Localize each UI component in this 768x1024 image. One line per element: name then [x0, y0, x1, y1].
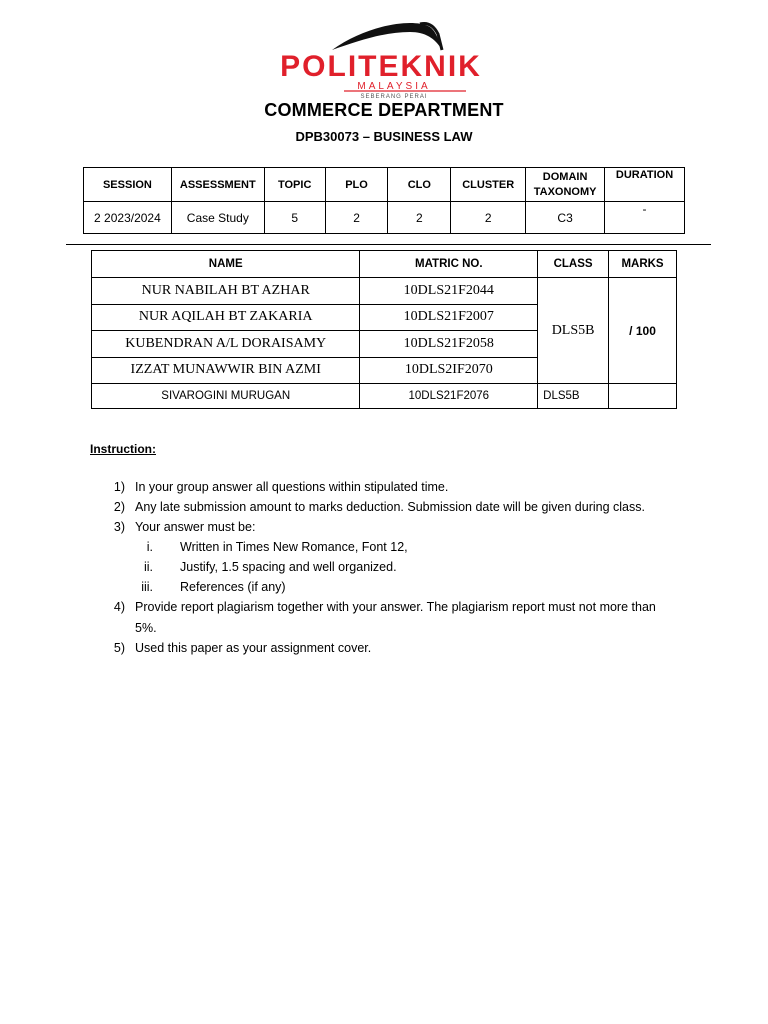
item-text: Justify, 1.5 spacing and well organized.: [180, 560, 397, 574]
item-text: Used this paper as your assignment cover.: [135, 641, 372, 655]
member-name: NUR AQILAH BT ZAKARIA: [92, 304, 360, 331]
instruction-heading: Instruction:: [90, 442, 156, 456]
item-number: iii.: [141, 580, 153, 594]
member-name: IZZAT MUNAWWIR BIN AZMI: [92, 357, 360, 384]
item-number: 3): [113, 520, 125, 534]
header-duration: DURATION: [605, 168, 685, 202]
item-text: Any late submission amount to marks deduction. Submission date will be given during class.: [135, 500, 645, 514]
horizontal-divider: [66, 244, 711, 245]
item-text: Your answer must be:: [135, 520, 256, 534]
header-session: SESSION: [84, 168, 172, 202]
cell-assessment: Case Study: [171, 202, 264, 234]
logo-wordmark: POLITEKNIK: [280, 50, 482, 83]
header-class: CLASS: [538, 251, 609, 278]
cell-domain-taxonomy: C3: [526, 202, 605, 234]
header-domain-taxonomy: DOMAIN TAXONOMY: [526, 168, 605, 202]
cell-plo: 2: [325, 202, 388, 234]
department-title: COMMERCE DEPARTMENT: [264, 100, 504, 120]
member-matric: 10DLS21F2044: [360, 278, 538, 305]
header-name: NAME: [92, 251, 360, 278]
cell-clo: 2: [388, 202, 451, 234]
item-text: Written in Times New Romance, Font 12,: [180, 540, 408, 554]
assessment-info-table: [83, 167, 685, 234]
member-matric: 10DLS21F2007: [360, 304, 538, 331]
logo-subtitle: MALAYSIA: [357, 81, 431, 92]
group-members-table: [91, 250, 677, 409]
item-number: i.: [146, 540, 153, 554]
header-marks: MARKS: [609, 251, 677, 278]
item-number: 1): [113, 480, 125, 494]
table-header-row: [84, 168, 685, 202]
item-number: 2): [113, 500, 125, 514]
item-number: 5): [113, 641, 125, 655]
group-marks: / 100: [609, 278, 677, 384]
header-cluster: CLUSTER: [451, 168, 526, 202]
header-matric: MATRIC NO.: [360, 251, 538, 278]
table-header-row: [92, 251, 677, 278]
member-name: KUBENDRAN A/L DORAISAMY: [92, 331, 360, 358]
item-number: ii.: [143, 560, 153, 574]
cell-duration: -: [605, 202, 685, 234]
header-topic: TOPIC: [264, 168, 325, 202]
header-plo: PLO: [325, 168, 388, 202]
member-matric: 10DLS21F2076: [360, 384, 538, 409]
cell-topic: 5: [264, 202, 325, 234]
course-title: DPB30073 – BUSINESS LAW: [295, 129, 473, 144]
cell-session: 2 2023/2024: [84, 202, 172, 234]
item-text: 5%.: [135, 621, 157, 635]
table-row: [92, 384, 677, 409]
item-number: 4): [113, 600, 125, 614]
logo-campus: SEBERANG PERAI: [360, 94, 428, 100]
table-row: [84, 202, 685, 234]
member-name: SIVAROGINI MURUGAN: [92, 384, 360, 409]
member-matric: 10DLS2IF2070: [360, 357, 538, 384]
cell-cluster: 2: [451, 202, 526, 234]
politeknik-logo: [270, 18, 492, 100]
member-marks: [609, 384, 677, 409]
header-assessment: ASSESSMENT: [171, 168, 264, 202]
item-text: References (if any): [180, 580, 286, 594]
member-name: NUR NABILAH BT AZHAR: [92, 278, 360, 305]
header-clo: CLO: [388, 168, 451, 202]
table-row: [92, 278, 677, 305]
member-matric: 10DLS21F2058: [360, 331, 538, 358]
item-text: In your group answer all questions within stipulated time.: [135, 480, 449, 494]
member-class: DLS5B: [538, 384, 609, 409]
item-text: Provide report plagiarism together with your answer. The plagiarism report must not more than: [135, 600, 656, 614]
group-class: DLS5B: [538, 278, 609, 384]
